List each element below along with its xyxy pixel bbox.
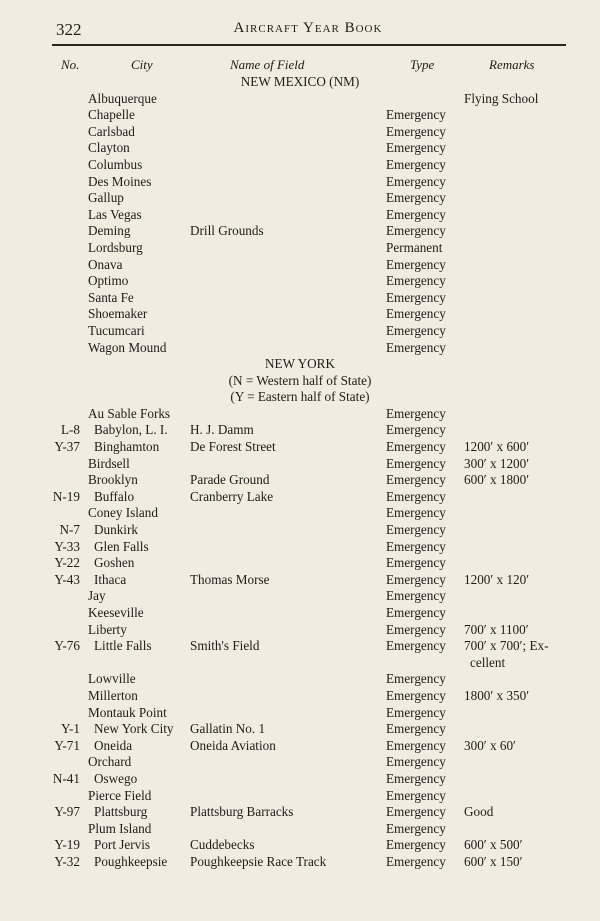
cell-type: Emergency [386, 439, 446, 455]
cell-remarks: 700′ x 700′; Ex- [464, 638, 549, 654]
cell-field: Poughkeepsie Race Track [190, 853, 327, 869]
cell-type: Emergency [386, 704, 446, 720]
cell-type: Emergency [386, 273, 446, 289]
cell-city: Oneida [94, 737, 133, 753]
table-row [0, 306, 600, 323]
table-row [0, 539, 600, 556]
table-row [0, 688, 600, 705]
cell-city: Santa Fe [88, 289, 134, 305]
table-row [0, 456, 600, 473]
table-row [0, 788, 600, 805]
cell-city: Wagon Mound [88, 339, 167, 355]
cell-field: Drill Grounds [190, 223, 264, 239]
cell-remarks: 600′ x 150′ [464, 853, 523, 869]
cell-type: Emergency [386, 853, 446, 869]
cell-remarks: 300′ x 60′ [464, 737, 516, 753]
table-row [0, 804, 600, 821]
cell-no: Y-97 [54, 804, 80, 820]
cell-type: Emergency [386, 737, 446, 753]
cell-no: Y-32 [54, 853, 80, 869]
cell-type: Emergency [386, 256, 446, 272]
table-row [0, 771, 600, 788]
table-row [0, 240, 600, 257]
cell-remarks: cellent [470, 654, 506, 670]
cell-no: Y-71 [54, 737, 80, 753]
cell-city: Pierce Field [88, 787, 152, 803]
cell-type: Permanent [386, 239, 443, 255]
cell-type: Emergency [386, 322, 446, 338]
table-row [0, 821, 600, 838]
cell-field: Oneida Aviation [190, 737, 276, 753]
cell-city: Clayton [88, 140, 130, 156]
cell-remarks: 1800′ x 350′ [464, 687, 530, 703]
section-heading-text: (Y = Eastern half of State) [230, 389, 370, 405]
cell-type: Emergency [386, 123, 446, 139]
cell-city: Tucumcari [88, 322, 145, 338]
cell-type: Emergency [386, 555, 446, 571]
cell-type: Emergency [386, 787, 446, 803]
cell-city: Liberty [88, 621, 127, 637]
cell-city: Onava [88, 256, 123, 272]
table-row [0, 422, 600, 439]
cell-city: Shoemaker [88, 306, 148, 322]
cell-city: Jay [88, 588, 106, 604]
cell-type: Emergency [386, 538, 446, 554]
cell-no: L-8 [60, 422, 80, 438]
cell-remarks: 600′ x 500′ [464, 837, 523, 853]
cell-type: Emergency [386, 837, 446, 853]
table-row [0, 638, 600, 655]
cell-field: Gallatin No. 1 [190, 721, 266, 737]
table-row [0, 257, 600, 274]
header-rule [52, 44, 566, 46]
cell-type: Emergency [386, 671, 446, 687]
cell-city: Montauk Point [88, 704, 167, 720]
table-row [0, 124, 600, 141]
section-heading-text: (N = Western half of State) [228, 372, 372, 388]
cell-type: Emergency [386, 156, 446, 172]
cell-city: Babylon, L. I. [94, 422, 168, 438]
table-row [0, 140, 600, 157]
cell-city: Las Vegas [88, 206, 142, 222]
cell-no: N-41 [52, 770, 80, 786]
cell-field: Smith's Field [190, 638, 260, 654]
column-header-remarks: Remarks [489, 57, 535, 72]
cell-remarks: Good [464, 804, 494, 820]
column-header-field: Name of Field [230, 57, 305, 72]
table-row [0, 472, 600, 489]
cell-city: Keeseville [88, 605, 144, 620]
cell-no: Y-33 [54, 538, 80, 554]
column-header-type: Type [410, 57, 435, 72]
section-heading [0, 389, 600, 406]
cell-no: N-19 [52, 488, 80, 504]
table-row [0, 340, 600, 357]
table-row [0, 854, 600, 871]
cell-type: Emergency [386, 472, 446, 488]
table-row [0, 572, 600, 589]
table-row [0, 439, 600, 456]
cell-type: Emergency [386, 488, 446, 504]
cell-field: Thomas Morse [190, 571, 270, 587]
cell-city: Little Falls [94, 638, 152, 654]
table-row [0, 754, 600, 771]
cell-type: Emergency [386, 223, 446, 239]
section-heading-text: NEW MEXICO (NM) [240, 74, 360, 89]
cell-type: Emergency [386, 505, 446, 521]
cell-field: Plattsburg Barracks [190, 804, 294, 820]
table-row [0, 273, 600, 290]
table-row [0, 223, 600, 240]
table-row [0, 721, 600, 738]
cell-city: Au Sable Forks [88, 405, 171, 421]
cell-city: Plattsburg [94, 804, 148, 820]
cell-city: Port Jervis [94, 837, 151, 853]
cell-city: New York City [94, 721, 174, 737]
cell-remarks: 1200′ x 120′ [464, 571, 530, 587]
cell-type: Emergency [386, 804, 446, 820]
cell-type: Emergency [386, 206, 446, 222]
table-row [0, 605, 600, 622]
table-row [0, 671, 600, 688]
cell-city: Columbus [88, 156, 143, 172]
table-row [0, 174, 600, 191]
cell-no: Y-22 [54, 555, 80, 571]
table-row [0, 489, 600, 506]
section-heading [0, 373, 600, 390]
cell-type: Emergency [386, 571, 446, 587]
table-row [0, 157, 600, 174]
cell-type: Emergency [386, 621, 446, 637]
cell-field: Cuddebecks [190, 837, 255, 853]
cell-no: Y-76 [54, 638, 80, 654]
cell-type: Emergency [386, 588, 446, 604]
cell-city: Des Moines [88, 173, 152, 189]
cell-remarks: 1200′ x 600′ [464, 439, 530, 455]
table-row [0, 505, 600, 522]
cell-type: Emergency [386, 754, 446, 770]
cell-field: De Forest Street [190, 439, 276, 455]
cell-city: Lowville [88, 671, 136, 687]
cell-type: Emergency [386, 190, 446, 206]
table-row [0, 622, 600, 639]
cell-type: Emergency [386, 770, 446, 786]
cell-type: Emergency [386, 605, 446, 620]
cell-type: Emergency [386, 455, 446, 471]
table-row [0, 190, 600, 207]
cell-type: Emergency [386, 422, 446, 438]
table-row [0, 323, 600, 340]
cell-type: Emergency [386, 289, 446, 305]
cell-city: Deming [88, 223, 131, 239]
table-row [0, 91, 600, 108]
section-heading [0, 356, 600, 373]
cell-type: Emergency [386, 820, 446, 836]
cell-remarks: 300′ x 1200′ [464, 455, 530, 471]
cell-field: H. J. Damm [190, 422, 254, 438]
table-row [0, 705, 600, 722]
cell-city: Goshen [94, 555, 135, 571]
cell-city: Poughkeepsie [94, 853, 168, 869]
cell-no: N-7 [59, 522, 80, 538]
cell-remarks: 700′ x 1100′ [464, 621, 529, 637]
cell-city: Albuquerque [88, 90, 157, 106]
section-heading-text: NEW YORK [265, 356, 335, 372]
airfield-table [0, 74, 600, 871]
running-head [52, 20, 564, 42]
section-heading [0, 74, 600, 91]
cell-city: Ithaca [94, 571, 127, 587]
cell-city: Optimo [88, 273, 129, 289]
cell-city: Millerton [88, 687, 138, 703]
cell-no: Y-1 [60, 721, 80, 737]
cell-type: Emergency [386, 522, 446, 538]
cell-type: Emergency [386, 405, 446, 421]
cell-type: Emergency [386, 107, 446, 123]
table-row [0, 107, 600, 124]
cell-remarks: 600′ x 1800′ [464, 472, 530, 488]
cell-type: Emergency [386, 638, 446, 654]
cell-type: Emergency [386, 687, 446, 703]
table-row [0, 406, 600, 423]
cell-city: Chapelle [88, 107, 135, 123]
cell-city: Buffalo [94, 488, 135, 504]
cell-city: Binghamton [94, 439, 160, 455]
cell-remarks: Flying School [464, 90, 539, 106]
column-header-no: No. [61, 57, 80, 72]
cell-type: Emergency [386, 173, 446, 189]
table-row [0, 588, 600, 605]
cell-city: Carlsbad [88, 123, 135, 139]
table-row [0, 555, 600, 572]
cell-city: Oswego [94, 770, 138, 786]
book-title: Aircraft Year Book [233, 20, 383, 36]
page-number: 322 [56, 20, 82, 39]
table-row [0, 738, 600, 755]
cell-city: Birdsell [88, 455, 130, 471]
table-row [0, 290, 600, 307]
cell-city: Brooklyn [88, 472, 138, 488]
table-row-continuation [0, 655, 600, 672]
cell-type: Emergency [386, 339, 446, 355]
cell-type: Emergency [386, 306, 446, 322]
cell-type: Emergency [386, 721, 446, 737]
table-row [0, 522, 600, 539]
cell-city: Lordsburg [88, 239, 143, 255]
cell-city: Gallup [88, 190, 124, 206]
cell-field: Parade Ground [190, 472, 270, 488]
table-row [0, 837, 600, 854]
cell-field: Cranberry Lake [190, 488, 274, 504]
cell-city: Coney Island [88, 505, 158, 521]
cell-no: Y-43 [54, 571, 80, 587]
column-header-city: City [131, 57, 153, 72]
table-row [0, 207, 600, 224]
cell-city: Dunkirk [94, 522, 138, 538]
cell-no: Y-37 [54, 439, 80, 455]
cell-type: Emergency [386, 140, 446, 156]
cell-no: Y-19 [54, 837, 80, 853]
cell-city: Plum Island [88, 820, 152, 836]
cell-city: Glen Falls [94, 538, 149, 554]
cell-city: Orchard [88, 754, 132, 770]
